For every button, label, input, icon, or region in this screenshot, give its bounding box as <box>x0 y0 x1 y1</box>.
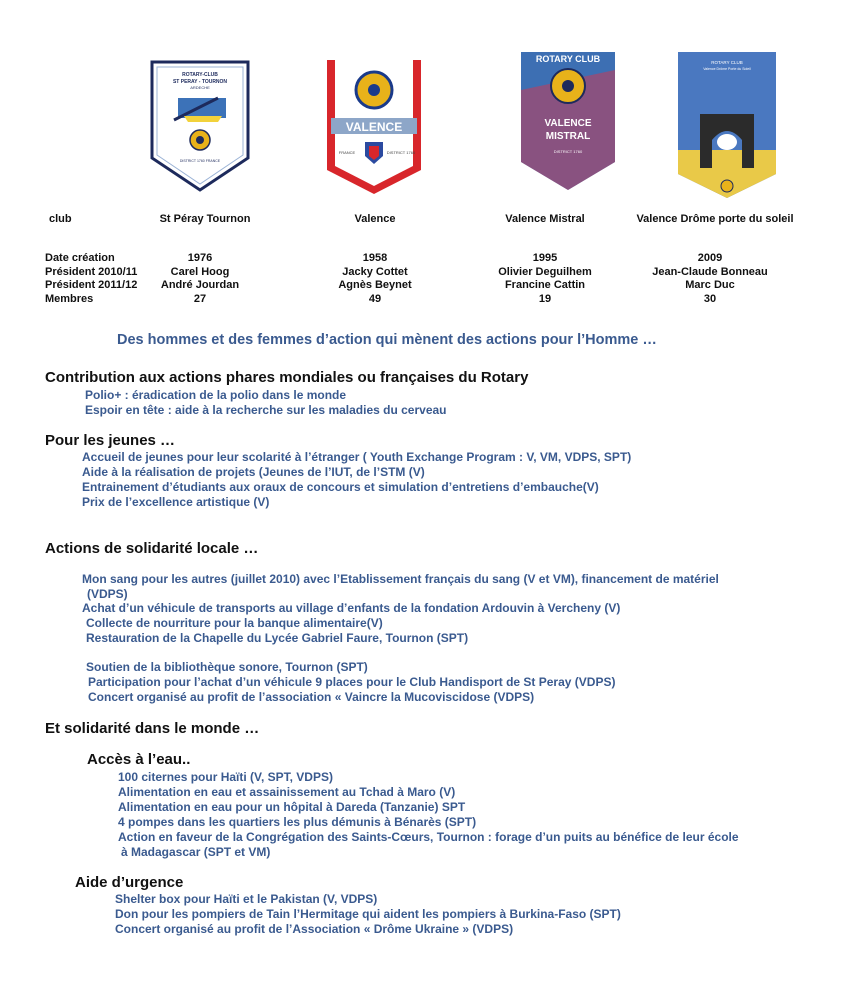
list-item: (VDPS) <box>87 587 128 601</box>
club-name-valence-mistral: Valence Mistral <box>505 213 585 225</box>
stat-membres: 30 <box>703 292 717 305</box>
stat-president-2011: Francine Cattin <box>504 279 586 291</box>
section-heading-solidarite-locale: Actions de solidarité locale … <box>45 540 259 557</box>
list-item: Prix de l’excellence artistique (V) <box>82 495 270 509</box>
list-item: Alimentation en eau pour un hôpital à Dareda (Tanzanie) SPT <box>118 800 466 814</box>
stat-president-2010: Jacky Cottet <box>342 265 408 278</box>
list-item: Alimentation en eau et assainissement au Tchad à Maro (V) <box>118 785 456 799</box>
pennant4-line2: Valence Drôme Porte du Soleil <box>703 67 751 71</box>
stat-president-2011: Marc Duc <box>685 279 735 291</box>
list-item: Action en faveur de la Congrégation des Saints-Cœurs, Tournon : forage d’un puits au bénéfice de leur école <box>118 830 739 844</box>
pennant-st-peray-tournon <box>148 58 252 194</box>
pennant-valence-drome <box>676 50 778 200</box>
list-item: Concert organisé au profit de l’Association « Drôme Ukraine » (VDPS) <box>115 922 514 936</box>
stat-date: 2009 <box>697 252 723 264</box>
stat-date: 1995 <box>532 252 558 264</box>
pennant3-bottom-text: DISTRICT 1760 <box>553 149 583 154</box>
pennant4-top-text: ROTARY CLUB <box>711 60 743 65</box>
list-item: à Madagascar (SPT et VM) <box>121 845 271 859</box>
stat-president-2011: Agnès Beynet <box>338 279 412 291</box>
stats-st-peray <box>140 252 260 306</box>
stat-president-2010: Jean-Claude Bonneau <box>652 265 768 278</box>
stat-date: 1958 <box>362 252 388 264</box>
pennant-valence <box>325 58 423 196</box>
pennant3-title1: VALENCE <box>544 118 592 129</box>
list-item: Espoir en tête : aide à la recherche sur les maladies du cerveau <box>85 403 447 417</box>
list-item: Concert organisé au profit de l’association « Vaincre la Mucoviscidose (VDPS) <box>88 690 535 704</box>
pennant3-title2: MISTRAL <box>545 131 591 142</box>
list-item: Restauration de la Chapelle du Lycée Gabriel Faure, Tournon (SPT) <box>86 631 469 645</box>
stat-president-2011: André Jourdan <box>160 279 240 291</box>
stats-labels <box>45 252 137 306</box>
label-president-2010: Président 2010/11 <box>45 265 138 278</box>
pennant1-bottom-text: DISTRICT 1760 FRANCE <box>179 159 221 163</box>
list-item: Achat d’un véhicule de transports au village d’enfants de la fondation Ardouvin à Vercheny (V) <box>82 601 621 615</box>
list-item: Polio+ : éradication de la polio dans le monde <box>85 388 347 402</box>
section-heading-jeunes: Pour les jeunes … <box>45 432 176 449</box>
stat-membres: 19 <box>538 292 552 305</box>
label-president-2011: Président 2011/12 <box>45 279 138 291</box>
slogan: Des hommes et des femmes d’action qui mènent des actions pour l’Homme … <box>117 332 657 348</box>
list-item: Shelter box pour Haïti et le Pakistan (V, VDPS) <box>115 892 378 906</box>
pennant2-title: VALENCE <box>345 120 403 134</box>
stat-membres: 27 <box>193 292 207 305</box>
pennant-valence-mistral <box>519 50 617 192</box>
club-name-valence-drome: Valence Drôme porte du soleil <box>636 213 794 225</box>
list-item: 100 citernes pour Haïti (V, SPT, VDPS) <box>118 770 333 784</box>
pennant1-line2: ST PERAY - TOURNON <box>172 79 228 85</box>
label-membres: Membres <box>45 292 94 305</box>
stat-president-2010: Carel Hoog <box>170 265 230 278</box>
stat-president-2010: Olivier Deguilhem <box>498 265 592 278</box>
list-item: Accueil de jeunes pour leur scolarité à l’étranger ( Youth Exchange Program : V, VM, VDPS, SPT) <box>82 450 632 464</box>
stats-valence-drome <box>635 252 785 306</box>
club-label: club <box>49 213 72 225</box>
stats-valence-mistral <box>480 252 610 306</box>
pennant3-top-text: ROTARY CLUB <box>535 54 601 64</box>
pennant2-left: FRANCE <box>338 150 356 155</box>
pennant2-right: DISTRICT 1760 <box>386 150 416 155</box>
list-item: Participation pour l’achat d’un véhicule 9 places pour le Club Handisport de St Peray (VDPS) <box>88 675 616 689</box>
subsection-heading-acces-eau: Accès à l’eau.. <box>87 751 191 768</box>
list-item: Aide à la réalisation de projets (Jeunes de l’IUT, de l’STM (V) <box>82 465 425 479</box>
pennant1-line3: ARDECHE <box>190 85 210 90</box>
label-date-creation: Date création <box>45 252 115 264</box>
section-heading-solidarite-monde: Et solidarité dans le monde … <box>45 720 260 737</box>
list-item: Don pour les pompiers de Tain l’Hermitage qui aident les pompiers à Burkina-Faso (SPT) <box>115 907 621 921</box>
list-item: Soutien de la bibliothèque sonore, Tournon (SPT) <box>86 660 368 674</box>
stat-membres: 49 <box>368 292 382 305</box>
club-name-valence: Valence <box>354 213 396 225</box>
list-item: Entrainement d’étudiants aux oraux de concours et simulation d’entretiens d’embauche(V) <box>82 480 599 494</box>
list-item: 4 pompes dans les quartiers les plus démunis à Bénarès (SPT) <box>118 815 477 829</box>
stats-valence <box>315 252 435 306</box>
list-item: Mon sang pour les autres (juillet 2010) avec l’Etablissement français du sang (V et VM), financement de matériel <box>82 572 719 586</box>
subsection-heading-aide-urgence: Aide d’urgence <box>75 874 184 891</box>
club-name-st-peray: St Péray Tournon <box>159 213 251 225</box>
list-item: Collecte de nourriture pour la banque alimentaire(V) <box>86 616 383 630</box>
stat-date: 1976 <box>187 252 213 264</box>
pennant1-top-text: ROTARY-CLUB <box>182 72 218 78</box>
section-heading-contribution: Contribution aux actions phares mondiales ou françaises du Rotary <box>45 369 529 386</box>
